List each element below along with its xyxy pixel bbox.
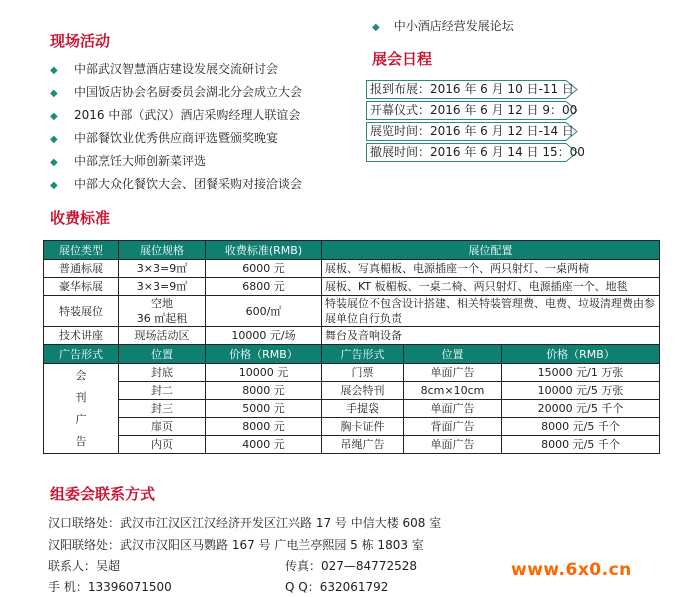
table-cell: 豪华标展: [44, 278, 119, 296]
table-row: [44, 436, 660, 454]
table-cell: 20000 元/5 千个: [502, 400, 660, 418]
table-cell: 单面广告: [404, 400, 502, 418]
table-cell: 手提袋: [322, 400, 404, 418]
table-cell: 3×3=9㎡: [119, 260, 206, 278]
column-header: 展位规格: [119, 241, 206, 260]
column-header: 广告形式: [44, 345, 119, 364]
contact-title: 组委会联系方式: [50, 485, 156, 503]
activity-text: 中部武汉智慧酒店建设发展交流研讨会: [74, 62, 279, 76]
table-cell: 10000 元/5 万张: [502, 382, 660, 400]
table-cell: 6800 元: [206, 278, 322, 296]
table-cell: 10000 元: [206, 364, 322, 382]
table-cell: 封三: [119, 400, 206, 418]
table-cell: 4000 元: [206, 436, 322, 454]
table-cell: 单面广告: [404, 364, 502, 382]
activities-title: 现场活动: [50, 32, 111, 50]
column-header: 位置: [119, 345, 206, 364]
group-label-char: 会: [75, 368, 87, 382]
contact-mobile: 手 机：13396071500: [48, 580, 172, 594]
table-cell: 6000 元: [206, 260, 322, 278]
contact-person: 联系人：吴超: [48, 559, 121, 573]
table-row: [44, 418, 660, 436]
list-item: [50, 81, 350, 104]
diamond-bullet-icon: ◆: [50, 180, 58, 191]
schedule-row: [366, 80, 578, 99]
column-header: 广告形式: [322, 345, 404, 364]
table-cell: 单面广告: [404, 436, 502, 454]
list-item: [50, 127, 350, 150]
activities-list: [50, 58, 350, 196]
column-header: 展位类型: [44, 241, 119, 260]
table-cell: 展板、写真楣板、电源插座一个、两只射灯、一桌两椅: [322, 260, 660, 278]
column-header: 位置: [404, 345, 502, 364]
list-item: [50, 150, 350, 173]
table-cell: 封二: [119, 382, 206, 400]
group-label-cell: [44, 364, 119, 454]
column-header: 价格（RMB）: [206, 345, 322, 364]
group-label-char: 告: [75, 434, 87, 448]
table-header-row: [44, 345, 660, 364]
contact-hanyang: 汉阳联络处：武汉市汉阳区马鹦路 167 号 广电兰亭熙园 5 栋 1803 室: [48, 538, 424, 552]
table-cell: 15000 元/1 万张: [502, 364, 660, 382]
table-cell: 吊绳广告: [322, 436, 404, 454]
table-cell: 600/㎡: [206, 296, 322, 327]
fee-table: [43, 240, 660, 454]
table-cell: 特装展位: [44, 296, 119, 327]
table-cell: 8000 元/5 千个: [502, 418, 660, 436]
column-header: 收费标准(RMB): [206, 241, 322, 260]
table-row: [44, 327, 660, 345]
table-cell: 8000 元: [206, 382, 322, 400]
diamond-bullet-icon: ◆: [50, 65, 58, 76]
contact-fax: 传真：027—84772528: [285, 559, 417, 573]
table-cell: 3×3=9㎡: [119, 278, 206, 296]
table-cell: 8000 元/5 千个: [502, 436, 660, 454]
schedule-title: 展会日程: [372, 50, 433, 68]
group-label-char: 广: [75, 412, 87, 426]
table-row: [44, 400, 660, 418]
table-row: [44, 382, 660, 400]
schedule-text: 报到布展：2016 年 6 月 10 日-11 日: [370, 82, 574, 96]
table-cell: 8cm×10cm: [404, 382, 502, 400]
schedule-text: 开幕仪式：2016 年 6 月 12 日 9：00: [370, 103, 578, 117]
table-row: [44, 296, 660, 327]
list-item: [50, 104, 350, 127]
schedule-row: [366, 122, 578, 141]
table-row: [44, 364, 660, 382]
table-cell: 现场活动区: [119, 327, 206, 345]
list-item: [50, 58, 350, 81]
table-row: [44, 278, 660, 296]
activity-text: 中部大众化餐饮大会、团餐采购对接洽谈会: [74, 177, 303, 191]
contact-qq: Q Q：632061792: [285, 580, 389, 594]
table-cell: 背面广告: [404, 418, 502, 436]
table-cell: 空地 36 ㎡起租: [119, 296, 206, 327]
diamond-bullet-icon: ◆: [50, 88, 58, 99]
table-cell: 技术讲座: [44, 327, 119, 345]
schedule-text: 撤展时间：2016 年 6 月 14 日 15：00: [370, 145, 585, 159]
table-cell: 门票: [322, 364, 404, 382]
schedule-text: 展览时间：2016 年 6 月 12 日-14 日: [370, 124, 574, 138]
forum-text: 中小酒店经营发展论坛: [393, 19, 514, 33]
diamond-bullet-icon: ◆: [50, 111, 58, 122]
table-header-row: [44, 241, 660, 260]
schedule-row: [366, 143, 585, 162]
table-cell: 普通标展: [44, 260, 119, 278]
table-row: [44, 260, 660, 278]
column-header: 价格（RMB）: [502, 345, 660, 364]
table-cell: 展板、KT 板楣板、一桌二椅、两只射灯、电源插座一个、地毯: [322, 278, 660, 296]
table-cell: 展会特刊: [322, 382, 404, 400]
table-cell: 扉页: [119, 418, 206, 436]
table-cell: 5000 元: [206, 400, 322, 418]
table-cell: 内页: [119, 436, 206, 454]
schedule-row: [366, 101, 578, 120]
table-cell: 10000 元/场: [206, 327, 322, 345]
activity-text: 中国饭店协会名厨委员会湖北分会成立大会: [74, 85, 303, 99]
contact-hankou: 汉口联络处：武汉市江汉区江汉经济开发区江兴路 17 号 中信大楼 608 室: [48, 516, 442, 530]
activity-text: 中部烹饪大师创新菜评选: [74, 154, 207, 168]
table-cell: 8000 元: [206, 418, 322, 436]
table-cell: 封底: [119, 364, 206, 382]
diamond-bullet-icon: ◆: [50, 134, 58, 145]
table-cell: 特装展位不包含设计搭建、相关特装管理费、电费、垃圾清理费由参展单位自行负责: [322, 296, 660, 327]
group-label-char: 刊: [75, 390, 87, 404]
column-header: 展位配置: [322, 241, 660, 260]
activity-text: 中部餐饮业优秀供应商评选暨颁奖晚宴: [74, 131, 279, 145]
fees-title: 收费标准: [50, 209, 111, 227]
site-watermark: www.6x0.cn: [511, 560, 632, 580]
list-item: [50, 173, 350, 196]
table-cell: 舞台及音响设备: [322, 327, 660, 345]
diamond-bullet-icon: ◆: [50, 157, 58, 168]
activity-text: 2016 中部（武汉）酒店采购经理人联谊会: [74, 108, 301, 122]
diamond-bullet-icon: ◆: [372, 22, 380, 33]
table-cell: 胸卡证件: [322, 418, 404, 436]
forum-item: [372, 17, 514, 34]
